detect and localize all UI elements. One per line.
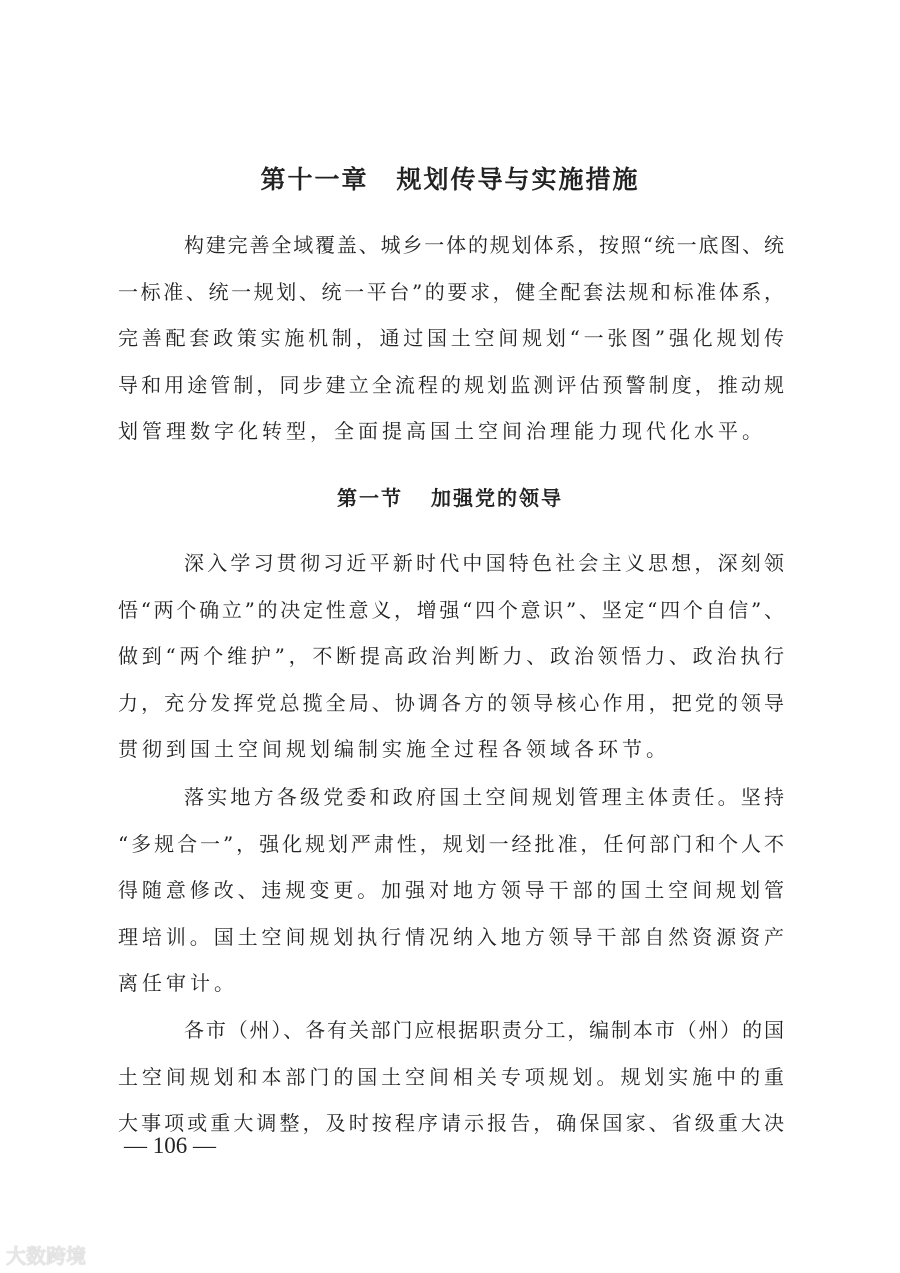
text-line: 导和用途管制，同步建立全流程的规划监测评估预警制度，推动规 [118,372,784,397]
section-heading [0,482,900,511]
body-paragraph [118,774,784,1007]
text-line: 贯彻到国土空间规划编制实施全过程各领域各环节。 [118,737,670,761]
text-line: 理培训。国土空间规划执行情况纳入地方领导干部自然资源资产 [118,924,784,949]
text-line: 力，充分发挥党总揽全局、协调各方的领导核心作用，把党的领导 [118,690,784,715]
section-number: 第一节 [337,486,403,510]
intro-paragraph [118,222,784,455]
text-line: 构建完善全域覆盖、城乡一体的规划体系，按照“统一底图、统 [184,233,784,257]
body-paragraph [118,1007,784,1147]
text-line: 完善配套政策实施机制，通过国土空间规划“一张图”强化规划传 [118,326,784,350]
text-line: 土空间规划和本部门的国土空间相关专项规划。规划实施中的重 [118,1064,784,1089]
body-paragraph [118,540,784,773]
chapter-title: 规划传导与实施措施 [396,165,640,194]
text-line: 得随意修改、违规变更。加强对地方领导干部的国土空间规划管 [118,878,784,902]
text-line: 离任审计。 [118,971,238,995]
text-line: 悟“两个确立”的决定性意义，增强“四个意识”、坚定“四个自信”、 [118,597,784,622]
text-line: 深入学习贯彻习近平新时代中国特色社会主义思想，深刻领 [184,551,784,575]
text-line: 落实地方各级党委和政府国土空间规划管理主体责任。坚持 [184,785,784,809]
text-line: “多规合一”，强化规划严肃性，规划一经批准，任何部门和个人不 [118,831,784,856]
page-number: — 106 — [124,1133,216,1158]
chapter-number: 第十一章 [260,165,369,194]
text-line: 各市（州）、各有关部门应根据职责分工，编制本市（州）的国 [184,1018,784,1042]
text-line: 大事项或重大调整，及时按程序请示报告，确保国家、省级重大决 [118,1111,784,1135]
text-line: 做到“两个维护”，不断提高政治判断力、政治领悟力、政治执行 [118,644,784,668]
section-title: 加强党的领导 [431,486,563,510]
text-line: 划管理数字化转型，全面提高国土空间治理能力现代化水平。 [118,419,766,443]
chapter-heading [0,160,900,196]
text-line: 一标准、统一规划、统一平台”的要求，健全配套法规和标准体系， [118,279,784,304]
watermark-logo: 大数跨境 [6,1244,86,1268]
